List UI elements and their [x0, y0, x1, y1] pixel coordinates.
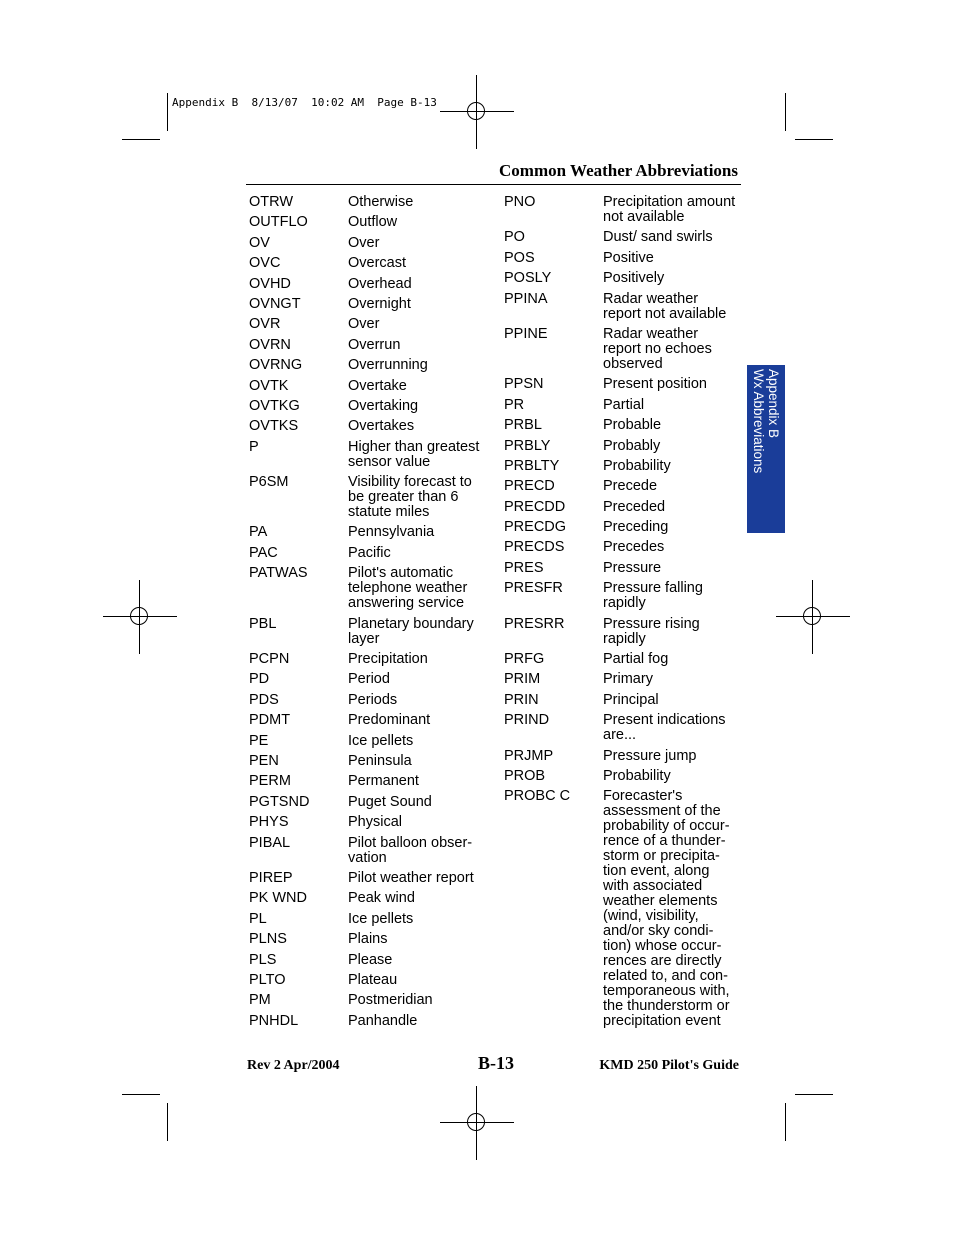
abbreviation-entry [249, 358, 494, 373]
abbreviation-code: OVTK [249, 377, 289, 394]
abbreviation-code: PPINA [504, 290, 548, 307]
abbreviation-code: PO [504, 229, 525, 246]
abbreviation-entry [249, 338, 494, 353]
abbreviation-meaning: Peninsula [348, 752, 412, 769]
abbreviation-meaning: Permanent [348, 773, 419, 790]
side-tab-line1: Appendix B [766, 369, 781, 439]
abbreviation-meaning: Probable [603, 417, 662, 434]
abbreviation-code: P [249, 438, 259, 455]
abbreviation-entry [504, 713, 744, 743]
abbreviation-meaning: Forecaster's assessment of the probability of occur- rence of a thunder- storm or precipita- tion event, along with associated weather elements (wind, visibility, and/or sky condi- tion) whose occur- rences are directly related to, and con- temporaneous with, the thunderstorm or precipitation event [603, 788, 730, 1030]
abbreviation-code: PA [249, 524, 268, 541]
abbreviation-entry [504, 459, 744, 474]
abbreviation-entry [249, 1014, 494, 1029]
abbreviation-meaning: Please [348, 951, 393, 968]
abbreviation-meaning: Overcast [348, 255, 407, 272]
registration-mark-bottom [440, 1086, 514, 1160]
crop-mark [167, 1103, 168, 1141]
abbreviation-entry [504, 327, 744, 372]
abbreviation-meaning: Precede [603, 478, 658, 495]
abbreviation-code: PRECDS [504, 539, 565, 556]
abbreviation-meaning: Overtake [348, 377, 407, 394]
abbreviation-meaning: Over [348, 316, 380, 333]
abbreviation-code: PRIM [504, 671, 541, 688]
abbreviation-entry [249, 774, 494, 789]
crop-mark [785, 93, 786, 131]
abbreviation-code: PNO [504, 194, 536, 210]
abbreviation-meaning: Primary [603, 671, 653, 688]
abbreviation-entry [249, 440, 494, 470]
abbreviation-column-right [504, 195, 744, 1035]
abbreviation-code: PRECDG [504, 519, 567, 536]
appendix-side-tab [747, 365, 785, 533]
page-number: B-13 [478, 1053, 514, 1073]
abbreviation-entry [249, 713, 494, 728]
abbreviation-code: PRIN [504, 691, 539, 708]
abbreviation-code: PROB [504, 767, 546, 784]
abbreviation-entry [249, 195, 494, 210]
crop-mark [795, 1094, 833, 1095]
abbreviation-entry [249, 256, 494, 271]
abbreviation-meaning: Overhead [348, 275, 412, 292]
abbreviation-code: PLS [249, 951, 277, 968]
abbreviation-code: PD [249, 671, 270, 688]
abbreviation-meaning: Higher than greatest sensor value [348, 438, 480, 470]
abbreviation-entry [504, 271, 744, 286]
abbreviation-meaning: Periods [348, 691, 398, 708]
abbreviation-entry [249, 652, 494, 667]
abbreviation-meaning: Plateau [348, 971, 398, 988]
abbreviation-code: OTRW [249, 194, 294, 210]
abbreviation-meaning: Pilot weather report [348, 869, 474, 886]
abbreviation-meaning: Peak wind [348, 890, 415, 907]
abbreviation-meaning: Positively [603, 270, 665, 287]
abbreviation-code: PRES [504, 559, 544, 576]
abbreviation-meaning: Dust/ sand swirls [603, 229, 713, 246]
abbreviation-entry [249, 379, 494, 394]
abbreviation-entry [249, 693, 494, 708]
abbreviation-meaning: Precipitation [348, 651, 428, 668]
abbreviation-entry [249, 525, 494, 540]
abbreviation-code: PPSN [504, 376, 544, 393]
abbreviation-code: OVRNG [249, 357, 303, 374]
abbreviation-entry [249, 236, 494, 251]
abbreviation-entry [504, 500, 744, 515]
abbreviation-entry [249, 297, 494, 312]
abbreviation-meaning: Pilot balloon obser- vation [348, 834, 473, 866]
abbreviation-entry [249, 754, 494, 769]
abbreviation-code: PNHDL [249, 1012, 299, 1029]
abbreviation-code: PDS [249, 691, 279, 708]
abbreviation-meaning: Radar weather report not available [603, 290, 727, 322]
abbreviation-meaning: Over [348, 234, 380, 251]
abbreviation-entry [504, 652, 744, 667]
abbreviation-entry [504, 398, 744, 413]
abbreviation-code: PIREP [249, 869, 293, 886]
abbreviation-entry [249, 566, 494, 611]
abbreviation-meaning: Preceded [603, 498, 666, 515]
abbreviation-entry [504, 769, 744, 784]
registration-mark-top [440, 75, 514, 149]
abbreviation-entry [249, 815, 494, 830]
abbreviation-code: POS [504, 249, 535, 266]
abbreviation-entry [504, 230, 744, 245]
footer-guide-title: KMD 250 Pilot's Guide [599, 1058, 739, 1073]
abbreviation-meaning: Pressure [603, 559, 662, 576]
abbreviation-code: POSLY [504, 270, 552, 287]
abbreviation-meaning: Positive [603, 249, 654, 266]
abbreviation-entry [249, 795, 494, 810]
abbreviation-entry [249, 993, 494, 1008]
abbreviation-code: PCPN [249, 651, 290, 668]
abbreviation-code: PLTO [249, 971, 286, 988]
abbreviation-entry [504, 479, 744, 494]
abbreviation-entry [504, 251, 744, 266]
abbreviation-entry [504, 693, 744, 708]
abbreviation-meaning: Predominant [348, 712, 431, 729]
abbreviation-entry [249, 617, 494, 647]
crop-mark [122, 139, 160, 140]
abbreviation-code: PEN [249, 752, 279, 769]
abbreviation-meaning: Probability [603, 767, 671, 784]
abbreviation-code: PK WND [249, 890, 307, 907]
abbreviation-code: PERM [249, 773, 291, 790]
abbreviation-meaning: Pennsylvania [348, 524, 435, 541]
abbreviation-meaning: Partial [603, 396, 645, 413]
abbreviation-meaning: Overnight [348, 295, 411, 312]
abbreviation-meaning: Overtakes [348, 418, 415, 435]
abbreviation-meaning: Pilot's automatic telephone weather answering service [348, 565, 468, 612]
abbreviation-meaning: Partial fog [603, 651, 669, 668]
abbreviation-entry [249, 317, 494, 332]
abbreviation-code: PRESRR [504, 615, 565, 632]
abbreviation-entry [249, 953, 494, 968]
abbreviation-meaning: Overrunning [348, 357, 428, 374]
abbreviation-entry [249, 912, 494, 927]
abbreviation-meaning: Plains [348, 931, 388, 948]
abbreviation-entry [249, 891, 494, 906]
abbreviation-meaning: Radar weather report no echoes observed [603, 325, 712, 372]
abbreviation-code: OVHD [249, 275, 291, 292]
abbreviation-meaning: Overtaking [348, 397, 419, 414]
abbreviation-entry [504, 292, 744, 322]
abbreviation-entry [504, 561, 744, 576]
abbreviation-entry [249, 419, 494, 434]
header-rule [246, 184, 741, 185]
crop-mark [167, 93, 168, 131]
abbreviation-meaning: Pressure rising rapidly [603, 615, 700, 647]
abbreviation-code: PRIND [504, 712, 550, 729]
abbreviation-code: PBL [249, 615, 277, 632]
abbreviation-entry [504, 195, 744, 225]
abbreviation-meaning: Precipitation amount not available [603, 194, 736, 225]
abbreviation-meaning: Ice pellets [348, 910, 414, 927]
abbreviation-meaning: Planetary boundary layer [348, 615, 474, 647]
abbreviation-meaning: Period [348, 671, 390, 688]
abbreviation-entry [249, 871, 494, 886]
registration-mark-right [776, 580, 850, 654]
abbreviation-entry [504, 581, 744, 611]
abbreviation-code: PR [504, 396, 525, 413]
abbreviation-entry [504, 520, 744, 535]
abbreviation-meaning: Present position [603, 376, 707, 393]
abbreviation-entry [504, 377, 744, 392]
abbreviation-meaning: Panhandle [348, 1012, 418, 1029]
abbreviation-entry [249, 734, 494, 749]
abbreviation-meaning: Outflow [348, 214, 398, 231]
abbreviation-meaning: Pacific [348, 544, 391, 561]
abbreviation-meaning: Precedes [603, 539, 665, 556]
abbreviation-entry [504, 439, 744, 454]
abbreviation-entry [249, 546, 494, 561]
side-tab-line2: Wx Abbreviations [751, 369, 766, 474]
abbreviation-entry [249, 672, 494, 687]
abbreviation-column-left [249, 195, 494, 1034]
abbreviation-meaning: Pressure jump [603, 747, 697, 764]
abbreviation-meaning: Probably [603, 437, 661, 454]
abbreviation-code: PL [249, 910, 267, 927]
abbreviation-meaning: Puget Sound [348, 793, 432, 810]
crop-mark [795, 139, 833, 140]
abbreviation-entry [249, 475, 494, 520]
abbreviation-meaning: Ice pellets [348, 732, 414, 749]
abbreviation-code: PIBAL [249, 834, 291, 851]
abbreviation-code: PRFG [504, 651, 545, 668]
abbreviation-code: OV [249, 234, 270, 251]
abbreviation-entry [504, 749, 744, 764]
abbreviation-meaning: Overrun [348, 336, 401, 353]
abbreviation-entry [249, 399, 494, 414]
abbreviation-code: PATWAS [249, 565, 308, 582]
abbreviation-code: OVRN [249, 336, 291, 353]
abbreviation-meaning: Physical [348, 814, 402, 831]
section-title: Common Weather Abbreviations [499, 161, 738, 180]
abbreviation-code: PAC [249, 544, 278, 561]
abbreviation-code: PRBLY [504, 437, 551, 454]
abbreviation-meaning: Present indications are... [603, 712, 726, 744]
abbreviation-code: PRBL [504, 417, 542, 434]
abbreviation-code: PRJMP [504, 747, 554, 764]
abbreviation-code: OVNGT [249, 295, 301, 312]
abbreviation-meaning: Principal [603, 691, 659, 708]
crop-mark [785, 1103, 786, 1141]
abbreviation-meaning: Visibility forecast to be greater than 6 statute miles [348, 474, 472, 521]
abbreviation-code: OVTKS [249, 418, 299, 435]
abbreviation-meaning: Pressure falling rapidly [603, 580, 703, 612]
abbreviation-code: PDMT [249, 712, 291, 729]
printer-slug-line: Appendix B 8/13/07 10:02 AM Page B-13 [172, 96, 437, 109]
abbreviation-code: PRECD [504, 478, 555, 495]
abbreviation-entry [504, 789, 744, 1029]
abbreviation-code: PROBC C [504, 788, 571, 805]
abbreviation-meaning: Preceding [603, 519, 669, 536]
abbreviation-entry [249, 836, 494, 866]
abbreviation-entry [504, 540, 744, 555]
abbreviation-meaning: Postmeridian [348, 992, 433, 1009]
abbreviation-code: PRBLTY [504, 457, 560, 474]
abbreviation-entry [504, 418, 744, 433]
abbreviation-entry [504, 617, 744, 647]
abbreviation-code: PE [249, 732, 269, 749]
abbreviation-entry [249, 932, 494, 947]
abbreviation-code: OUTFLO [249, 214, 308, 231]
abbreviation-code: OVR [249, 316, 281, 333]
abbreviation-code: P6SM [249, 474, 289, 491]
abbreviation-code: PGTSND [249, 793, 310, 810]
registration-mark-left [103, 580, 177, 654]
abbreviation-code: PM [249, 992, 271, 1009]
crop-mark [122, 1094, 160, 1095]
abbreviation-code: OVTKG [249, 397, 300, 414]
abbreviation-code: PRESFR [504, 580, 563, 597]
abbreviation-code: PRECDD [504, 498, 566, 515]
abbreviation-meaning: Otherwise [348, 194, 414, 210]
abbreviation-entry [249, 277, 494, 292]
footer-revision: Rev 2 Apr/2004 [247, 1058, 340, 1073]
abbreviation-code: PHYS [249, 814, 289, 831]
abbreviation-code: PLNS [249, 931, 287, 948]
abbreviation-meaning: Probability [603, 457, 671, 474]
abbreviation-entry [504, 672, 744, 687]
abbreviation-entry [249, 973, 494, 988]
abbreviation-code: PPINE [504, 325, 548, 342]
abbreviation-code: OVC [249, 255, 281, 272]
abbreviation-entry [249, 215, 494, 230]
